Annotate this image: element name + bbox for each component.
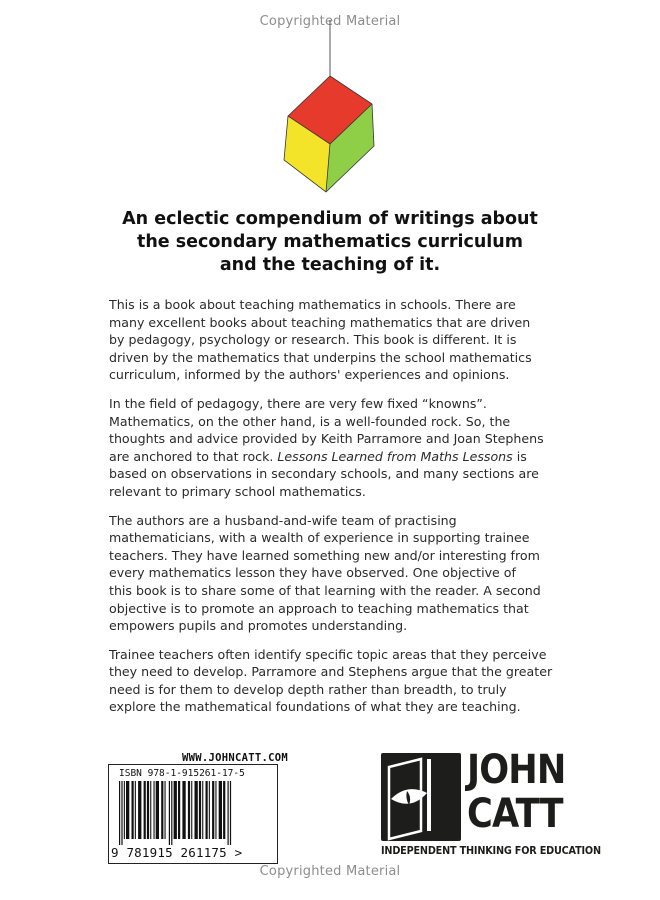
text-segment: are anchored to that rock. xyxy=(109,448,274,464)
barcode-bar xyxy=(150,781,151,839)
text-line: This is a book about teaching mathematics in schools. There are xyxy=(109,297,516,312)
barcode-bar xyxy=(169,781,170,845)
cat-eye-book-icon xyxy=(381,753,461,841)
barcode-bar xyxy=(188,781,190,839)
publisher-tagline: INDEPENDENT THINKING FOR EDUCATION xyxy=(381,846,601,857)
text-line: by pedagogy, psychology or research. This book is different. It is xyxy=(109,332,517,348)
paragraph-1 xyxy=(109,296,549,384)
text-line: this book is to share some of that learning with the reader. A second xyxy=(109,582,541,598)
copyright-watermark-bottom: Copyrighted Material xyxy=(259,864,401,879)
barcode-bar xyxy=(174,781,177,839)
book-title: Lessons Learned from Maths Lessons xyxy=(277,448,513,464)
barcode-bar xyxy=(124,781,125,839)
text-line: every mathematics lesson they have observed. One objective of xyxy=(109,565,516,581)
barcode-bar xyxy=(206,781,208,839)
isbn-digits: 9 781915 261175 > xyxy=(111,845,243,860)
blurb xyxy=(109,296,553,727)
copyright-watermark-top: Copyrighted Material xyxy=(259,14,401,29)
publisher-website: WWW.JOHNCATT.COM xyxy=(182,752,288,764)
headline-line: An eclectic compendium of writings about xyxy=(122,209,538,229)
text-line: they need to develop. Parramore and Stephens argue that the greater xyxy=(109,664,553,680)
text-line: empowers pupils and promotes understanding. xyxy=(109,618,408,634)
barcode-bar xyxy=(215,781,216,839)
publisher-logo xyxy=(381,747,601,860)
isbn-label: ISBN 978-1-915261-17-5 xyxy=(119,768,245,779)
text-line: curriculum, informed by the authors' experiences and opinions. xyxy=(109,367,510,383)
barcode-bar xyxy=(138,781,141,839)
logo-word-catt: CATT xyxy=(467,791,563,837)
barcode-bar xyxy=(171,781,172,845)
barcode-bar xyxy=(144,781,146,839)
barcode-bar xyxy=(165,781,166,839)
text-segment: is xyxy=(512,448,527,464)
barcode-bar xyxy=(156,781,159,839)
text-line: mathematicians, with a wealth of experience in supporting trainee xyxy=(109,530,530,546)
text-line xyxy=(109,448,549,466)
text-line: thoughts and advice provided by Keith Parramore and Joan Stephens xyxy=(109,431,544,447)
text-line: based on observations in secondary schools, and many sections are xyxy=(109,466,539,482)
headline-line: the secondary mathematics curriculum xyxy=(136,232,524,252)
barcode-bar xyxy=(209,781,210,839)
text-line: Trainee teachers often identify specific topic areas that they perceive xyxy=(109,646,547,662)
barcode-bar xyxy=(182,781,185,839)
barcode-bar xyxy=(223,781,225,839)
text-line: teachers. They have learned something new and/or interesting from xyxy=(109,547,540,563)
text-line: In the field of pedagogy, there are very few fixed “knowns”. xyxy=(109,395,487,411)
text-line: many excellent books about teaching mathematics that are driven xyxy=(109,314,531,330)
text-line: Mathematics, on the other hand, is a well-founded rock. So, the xyxy=(109,413,511,429)
headline-line: and the teaching of it. xyxy=(219,255,441,275)
barcode-bar xyxy=(121,781,122,845)
paragraph-3 xyxy=(109,512,549,635)
text-line: need is for them to develop depth rather than breadth, to truly xyxy=(109,681,507,697)
barcode-bar xyxy=(161,781,163,839)
barcode-bar xyxy=(219,781,222,839)
isbn-barcode xyxy=(108,764,278,864)
barcode-bar xyxy=(202,781,203,839)
text-line: driven by the mathematics that underpins the school mathematics xyxy=(109,349,532,365)
text-line: objective is to promote an approach to teaching mathematics that xyxy=(109,600,529,616)
barcode-bar xyxy=(228,781,229,845)
barcode-bar xyxy=(212,781,214,839)
barcode-bar xyxy=(191,781,192,839)
barcode-bar xyxy=(119,781,120,845)
text-line: explore the mathematical foundations of what they are teaching. xyxy=(109,699,521,715)
barcode-bars xyxy=(115,781,271,845)
barcode-bar xyxy=(132,781,134,839)
barcode-bar xyxy=(195,781,198,839)
barcode-bar xyxy=(199,781,201,839)
barcode-bar xyxy=(126,781,129,839)
barcode-bar xyxy=(178,781,180,839)
text-line: relevant to primary school mathematics. xyxy=(109,483,366,499)
hanging-cube-illustration xyxy=(270,20,390,200)
logo-word-john: JOHN xyxy=(467,747,566,793)
paragraph-4 xyxy=(109,646,553,716)
barcode-bar xyxy=(230,781,231,845)
barcode-bar xyxy=(135,781,136,839)
barcode-bar xyxy=(147,781,149,839)
text-line: The authors are a husband-and-wife team of practising xyxy=(109,512,457,528)
barcode-bar xyxy=(154,781,155,839)
headline xyxy=(120,208,540,277)
paragraph-2 xyxy=(109,395,549,501)
